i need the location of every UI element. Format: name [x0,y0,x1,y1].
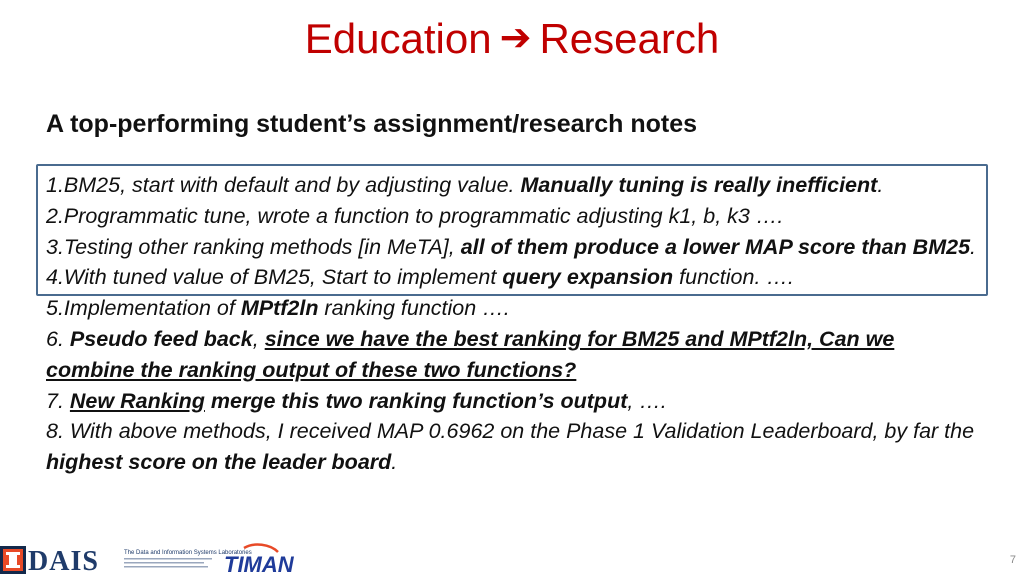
note-item [46,201,986,232]
note-text-run: since we have the best ranking for BM25 and MPtf2ln, Can we combine the ranking output of these two functions? [46,326,895,382]
note-text-run: , …. [627,388,667,413]
right-arrow-icon: ➔ [499,17,532,59]
note-text-run: query expansion [502,265,674,290]
note-text-run: Manually tuning is really inefficient [520,173,878,197]
note-text-run: 8. With above methods, I received MAP 0.6962 on the Phase 1 Validation Leaderboard, by far the [46,419,975,444]
slide-subtitle: A top-performing student’s assignment/research notes [46,110,698,138]
note-text-run: merge this two ranking function’s output [210,388,628,413]
footer [0,540,1024,576]
note-text-run: highest score on the leader board [46,450,392,475]
timan-logo [224,544,298,576]
dais-tagline: The Data and Information Systems Laboratories [124,550,252,556]
note-item [46,232,986,263]
dais-logo [0,540,252,576]
title-right: Research [539,15,720,62]
note-text-run: 3.Testing other ranking methods [in MeTA], [46,234,461,259]
note-text-run: . [391,450,398,475]
note-text-run: 1.BM25, start with default and by adjusting value. [46,173,521,197]
note-text-run: function. …. [673,265,794,290]
note-text-run: . [877,173,884,197]
note-item [46,324,986,386]
note-text-run: all of them produce a lower MAP score than BM25 [460,234,971,259]
note-item [46,416,986,478]
page-number: 7 [1009,554,1016,566]
note-text-run: 5.Implementation of [46,296,241,321]
slide-title [0,14,1024,65]
note-item [46,170,986,201]
note-text-run: . [970,234,977,259]
note-item [46,293,986,324]
notes-list [46,170,986,478]
note-text-run: MPtf2ln [240,296,319,321]
note-text-run: 6. [46,326,70,351]
note-text-run: Pseudo feed back [69,326,253,351]
note-text-run: , [252,326,265,351]
note-text-run: New Ranking [69,388,205,413]
title-left: Education [304,15,492,62]
note-text-run: 4.With tuned value of BM25, Start to implement [46,265,503,290]
note-text-run: 7. [46,388,70,413]
note-text-run: 2.Programmatic tune, wrote a function to programmatic adjusting k1, b, k3 …. [46,203,784,228]
note-item [46,262,986,293]
dais-logo-text: DAIS [28,546,99,576]
timan-logo-text: TIMAN [224,552,294,576]
note-text-run: ranking function …. [318,296,510,321]
note-item [46,386,986,417]
